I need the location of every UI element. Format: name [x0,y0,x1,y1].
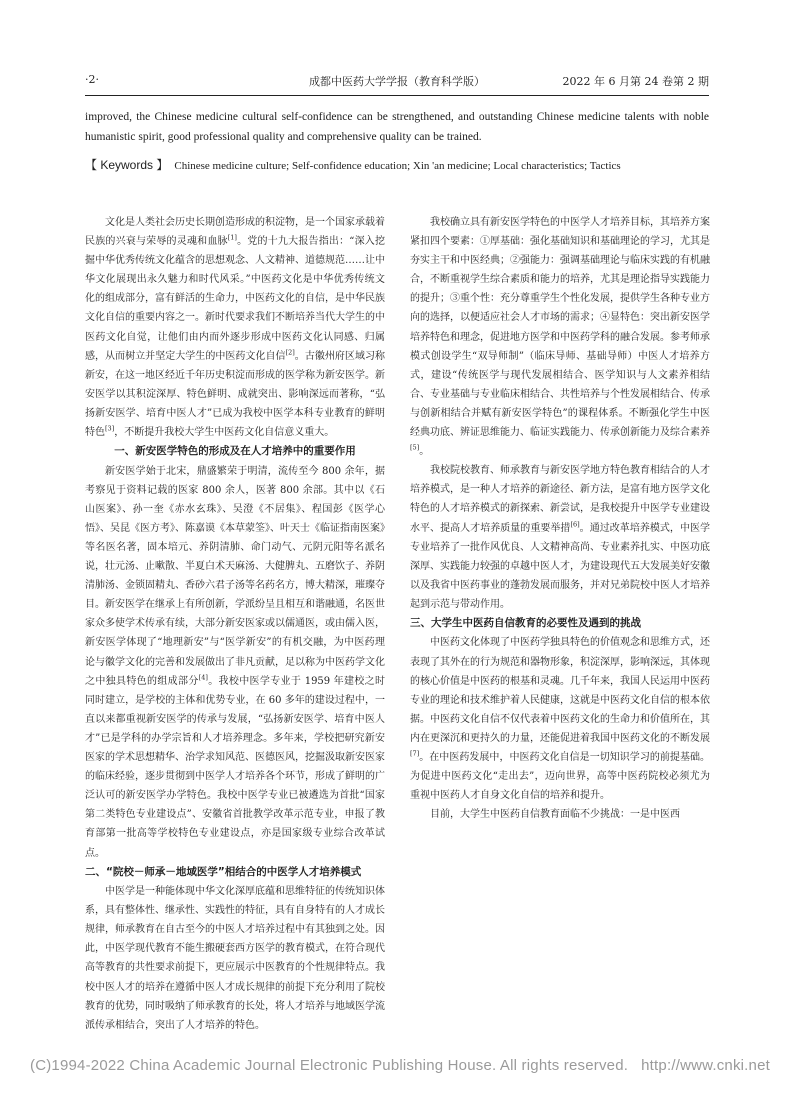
keywords-text: Chinese medicine culture; Self-confidence education; Xin 'an medicine; Local characteristics; Tactics [174,160,621,172]
section2-paragraph-2: 我校确立具有新安医学特色的中医学人才培养目标，其培养方案紧扣四个要素：①厚基础：强化基础知识和基础理论的学习，尤其是夯实主干和中医经典；②强能力：强调基础理论与临床实践的有机融合，不断重视学生综合素质和能力的培养，尤其是理论指导实践能力的提升；③重个性：充分尊重学生个性化发展，提供学生各种专业方向的选择，以便适应社会人才市场的需求；④显特色：突出新安医学培养特色和理念，促进地方医学和中医药学科的融合发展。参考师承模式创设学生“双导师制”（临床导师、基础导师）中医人才培养方式，建设“传统医学与现代发展相结合、医学知识与人文素养相结合、专业基础与专业临床相结合、共性培养与个性发展相结合、传承与创新相结合并赋有新安医学特色”的课程体系。不断强化学生中医经典功底、辨证思维能力、临证实践能力、传承创新能力及综合素养[5]。 [410,217,710,458]
running-header [85,63,709,96]
citation[interactable]: [4] [198,673,208,682]
page-number: ·2· [85,73,99,86]
cnki-link[interactable]: http://www.cnki.net [641,1057,770,1074]
section2-paragraph-3: 我校院校教育、师承教育与新安医学地方特色教育相结合的人才培养模式，是一种人才培养的新途径、新方法，是富有地方医学文化特色的人才培养模式的新探索、新尝试，是我校提升中医学专业建设水平、提高人才培养质量的重要举措[6]。通过改革培养模式，中医学专业培养了一批作风优良、人文精神高尚、专业素养扎实、中医功底深厚、实践能力较强的卓越中医人才，为建设现代五大发展美好安徽以及我省中医药事业的蓬勃发展而服务，并对兄弟院校中医人才培养起到示范与带动作用。 [410,465,710,610]
issue-info: 2022 年 6 月第 24 卷第 2 期 [562,75,709,88]
citation[interactable]: [6] [570,520,580,529]
keywords-line [85,155,709,176]
section3-paragraph-2: 目前，大学生中医药自信教育面临不少挑战：一是中医西 [430,809,680,821]
english-abstract-tail [85,107,709,176]
right-column [410,213,710,1048]
citation[interactable]: [1] [227,233,237,242]
abstract-continuation: improved, the Chinese medicine cultural self-confidence can be strengthened, and outstanding Chinese medicine talents with noble humanistic spirit, good professional quality and comprehensive quality can be trained. [85,111,709,143]
citation[interactable]: [5] [410,443,420,452]
section3-paragraph-1: 中医药文化体现了中医药学独具特色的价值观念和思维方式，还表现了其外在的行为规范和器物形象，积淀深厚，影响深远，其体现的核心价值是中医药的根基和灵魂。几千年来，我国人民运用中医药专业的理论和技术维护着人民健康，这就是中医药文化自信的根本依据。中医药文化自信不仅代表着中医药文化的生命力和价值所在，其内在更深沉和更持久的力量，还能促进着我国中医药文化的不断发展[7]。在中医药发展中，中医药文化自信是一切知识学习的前提基础。为促进中医药文化“走出去”，迈向世界，高等中医药院校必须尤为重视中医药人才自身文化自信的培养和提升。 [410,637,710,802]
left-column [85,213,385,1048]
citation[interactable]: [3] [105,424,115,433]
intro-paragraph: 文化是人类社会历史长期创造形成的积淀物，是一个国家承载着民族的兴衰与荣辱的灵魂和血脉[1]。党的十九大报告指出：“深入挖掘中华优秀传统文化蕴含的思想观念、人文精神、道德规范……让中华文化展现出永久魅力和时代风采。”中医药文化是中华优秀传统文化的组成部分，富有鲜活的生命力，中医药文化的自信，是中华民族文化自信的重要内容之一。新时代要求我们不断培养当代大学生的中医药文化自觉，让他们由内而外逐步形成中医药文化认同感、归属感，从而树立并坚定大学生的中医药文化自信[2]。古徽州府区域习称新安，在这一地区经近千年历史积淀而形成的医学称为新安医学。新安医学以其积淀深厚、特色鲜明、成就突出、影响深远而著称，“弘扬新安医学、培育中医人才”已成为我校中医学本科专业教育的鲜明特色[3]，不断提升我校大学生中医药文化自信意义重大。 [85,217,385,439]
cnki-footer [30,1057,770,1074]
section-heading-2: 二、“院校－师承－地域医学”相结合的中医学人才培养模式 [85,865,362,878]
section2-paragraph-1: 中医学是一种能体现中华文化深厚底蕴和思维特征的传统知识体系，具有整体性、继承性、实践性的特征，具有自身特有的人才成长规律，师承教育在自古至今的中医人才培养过程中有其独到之处。因此，中医学现代教育不能生搬硬套西方医学的教育模式，在符合现代高等教育的共性要求前提下，更应展示中医教育的个性规律特点。我校中医人才的培养在遵循中医人才成长规律的前提下充分利用了院校教育的优势，同时吸纳了师承教育的长处，将人才培养与地域医学流派传承相结合，突出了人才培养的特色。 [85,886,385,1031]
keywords-label: 【 Keywords 】 [85,158,169,172]
section-heading-1: 一、新安医学特色的形成及在人才培养中的重要作用 [114,445,356,458]
citation[interactable]: [2] [285,348,295,357]
section-heading-3: 三、大学生中医药自信教育的必要性及遇到的挑战 [410,616,641,629]
section1-paragraph: 新安医学始于北宋，鼎盛繁荣于明清，流传至今 800 余年，据考察见于资料记载的医家 800 余人，医著 800 余部。其中以《石山医案》、孙一奎《赤水玄珠》、吴澄《不居集》、程国彭《医学心悟》、吴昆《医方考》、陈嘉谟《本草蒙筌》、叶天士《临证指南医案》等名医名著，固本培元、养阴清肺、命门动气、元阴元阳等名派名说，壮元汤、止嗽散、半夏白术天麻汤、大健脾丸、五磨饮子、养阴清肺汤、金锁固精丸、香砂六君子汤等名药名方，博大精深，璀璨夺目。新安医学在继承上有所创新，学派纷呈且相互和谐融通，名医世家众多使学术传承有续，大部分新安医家或以儒通医，或由儒入医，新安医学体现了“地理新安”与“医学新安”的有机交融，为中医药理论与徽学文化的完善和发展做出了非凡贡献，足以称为中医药学文化之中独具特色的组成部分[4]。我校中医学专业于 1959 年建校之时同时建立，是学校的主体和优势专业，在 60 多年的建设过程中，一直以来都重视新安医学的传承与发展，“弘扬新安医学、培育中医人才”已是学科的办学宗旨和人才培养理念。多年来，学校把研究新安医家的学术思想精华、治学求知风范、医德医风，挖掘汲取新安医家的临床经验，逐步贯彻到中医学人才培养各个环节，形成了鲜明的广泛认可的新安医学办学特色。我校中医学专业已被遴选为首批“国家第二类特色专业建设点”、安徽省首批教学改革示范专业，申报了教育部第一批高等学校特色专业建设点，亦是国家级专业综合改革试点。 [85,465,385,859]
citation[interactable]: [7] [410,749,420,758]
journal-title: 成都中医药大学学报（教育科学版） [309,75,485,88]
copyright-notice: (C)1994-2022 China Academic Journal Electronic Publishing House. All rights reserved. [30,1057,629,1074]
